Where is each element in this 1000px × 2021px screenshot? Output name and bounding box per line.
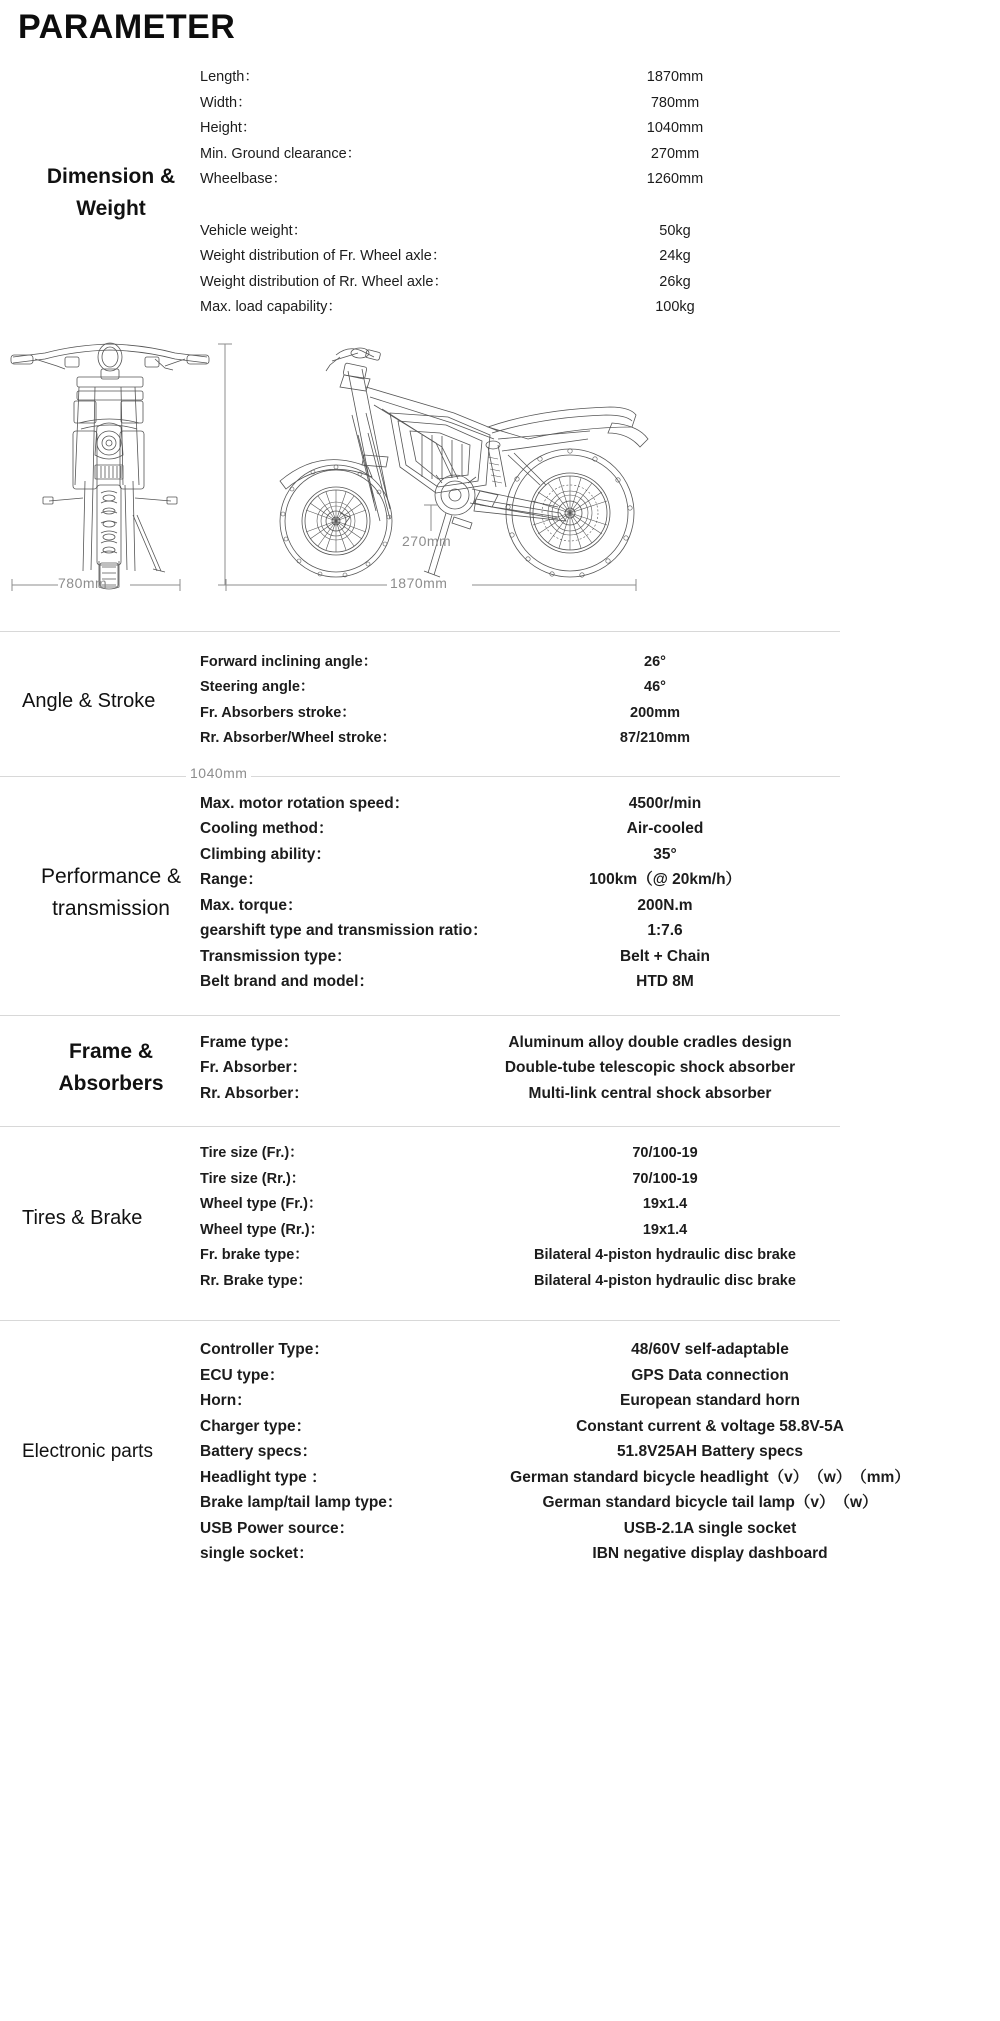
spec-row (200, 1337, 990, 1363)
spec-row (200, 944, 990, 970)
section-label-electronic-parts: Electronic parts (22, 1440, 153, 1462)
spec-row (200, 650, 990, 676)
spec-row (200, 726, 990, 752)
section-label-dimension-weight (0, 65, 200, 321)
spec-value: 70/100-19 (632, 1170, 698, 1187)
spec-key: Belt brand and model： (200, 973, 374, 990)
page-title: PARAMETER (18, 8, 236, 46)
spec-value: 1870mm (646, 69, 704, 85)
spec-row (200, 295, 990, 321)
spec-key: Width： (200, 94, 252, 111)
spec-value: 46° (644, 679, 666, 695)
spec-value: 4500r/min (628, 794, 702, 812)
spec-row (200, 91, 990, 117)
spec-key: Battery specs： (200, 1443, 318, 1460)
spec-value: Bilateral 4-piston hydraulic disc brake (534, 1272, 796, 1289)
spec-row (200, 1541, 990, 1567)
spec-key: Fr. brake type： (200, 1247, 309, 1263)
section-label-line2: Weight (76, 196, 146, 220)
length-dimension-label: 1870mm (390, 574, 448, 591)
spec-row (200, 1465, 990, 1491)
section-angle-stroke (0, 632, 1000, 770)
dimension-rows (200, 65, 1000, 321)
spec-key: Weight distribution of Fr. Wheel axle： (200, 248, 447, 264)
spec-value: 19x1.4 (642, 1221, 688, 1238)
tires-rows (200, 1141, 1000, 1294)
spec-row (200, 1490, 990, 1516)
spec-row (200, 1141, 990, 1167)
angle-rows (200, 650, 1000, 752)
spec-value: Aluminum alloy double cradles design (508, 1033, 792, 1051)
spec-value: 200mm (630, 704, 680, 721)
spec-row (200, 918, 990, 944)
spec-key: Fr. Absorbers stroke： (200, 704, 356, 721)
spec-key: Forward inclining angle： (200, 653, 378, 670)
spec-value: 1260mm (646, 171, 704, 187)
section-performance-transmission (0, 777, 1000, 1009)
spec-key: USB Power source： (200, 1519, 355, 1537)
spec-key: Climbing ability： (200, 845, 331, 863)
spec-key: Cooling method： (200, 820, 334, 837)
spec-row (200, 1167, 990, 1193)
spec-key: Rr. Absorber/Wheel stroke： (200, 730, 397, 746)
spec-value: USB-2.1A single socket (623, 1519, 797, 1537)
spec-row (200, 842, 990, 868)
spec-row (200, 1081, 990, 1107)
clearance-dimension-label: 270mm (402, 532, 452, 549)
side-view-drawing (240, 335, 660, 595)
spec-row (200, 701, 990, 727)
spec-value: 1040mm (646, 120, 704, 136)
spec-row (200, 1218, 990, 1244)
spec-key: Steering angle： (200, 679, 315, 695)
spec-key: Charger type： (200, 1417, 312, 1435)
front-view-drawing (5, 335, 225, 595)
spec-key: Fr. Absorber： (200, 1059, 308, 1076)
spec-value: 70/100-19 (632, 1145, 698, 1161)
spec-row (200, 1192, 990, 1218)
spec-key: Max. torque： (200, 896, 303, 914)
section-label-angle-stroke: Angle & Stroke (22, 689, 156, 712)
spec-value: German standard bicycle headlight（v） （w） （mm） (510, 1468, 910, 1486)
spec-row (200, 1363, 990, 1389)
section-label-line2: Absorbers (58, 1071, 164, 1095)
spec-key: ECU type： (200, 1366, 285, 1384)
spec-value: GPS Data connection (631, 1366, 789, 1384)
section-label-line1: Performance & (40, 865, 182, 888)
spec-value: 26° (644, 653, 666, 670)
section-label-frame (0, 1030, 200, 1107)
spec-value: Constant current & voltage 58.8V-5A (576, 1417, 844, 1435)
spec-key: Wheelbase： (200, 171, 288, 187)
spec-row (200, 675, 990, 701)
section-label-performance (0, 791, 200, 995)
height-dimension-line (210, 340, 240, 590)
spec-value: Multi-link central shock absorber (528, 1084, 772, 1102)
spec-value: IBN negative display dashboard (592, 1545, 828, 1562)
spec-key: Transmission type： (200, 947, 352, 965)
spec-key: Tire size (Fr.)： (200, 1145, 304, 1161)
electronic-rows (200, 1337, 1000, 1567)
spec-row (200, 1414, 990, 1440)
spec-value: 200N.m (637, 896, 693, 914)
spec-key: single socket： (200, 1545, 314, 1562)
spec-key: Wheel type (Rr.)： (200, 1221, 325, 1238)
spec-value: German standard bicycle tail lamp（v） （w） (542, 1494, 878, 1511)
spec-key: Min. Ground clearance： (200, 145, 362, 162)
spec-row (200, 1030, 990, 1056)
spec-value: 270mm (650, 145, 700, 162)
spec-value: 48/60V self-adaptable (631, 1341, 789, 1358)
section-label-line1: Dimension & (46, 165, 176, 189)
section-electronic-parts (0, 1321, 1000, 1591)
spec-value: Air-cooled (626, 820, 704, 837)
spec-key: Brake lamp/tail lamp type： (200, 1494, 403, 1511)
spec-key: Tire size (Rr.)： (200, 1170, 306, 1187)
spec-row (200, 1516, 990, 1542)
spec-value: 50kg (659, 222, 691, 239)
spec-row (200, 1055, 990, 1081)
spec-value: 26kg (659, 273, 691, 290)
spec-row (200, 1269, 990, 1295)
spec-key: Rr. Absorber： (200, 1084, 309, 1102)
section-frame-absorbers (0, 1016, 1000, 1121)
spec-row (200, 867, 990, 893)
spec-key: Max. load capability： (200, 299, 342, 315)
spec-key: gearshift type and transmission ratio： (200, 922, 488, 939)
spec-value: 35° (653, 845, 677, 863)
spec-value: 51.8V25AH Battery specs (616, 1443, 804, 1460)
spec-key: Wheel type (Fr.)： (200, 1196, 323, 1212)
section-dimension-weight (0, 51, 1000, 331)
spec-value: Bilateral 4-piston hydraulic disc brake (534, 1247, 796, 1263)
spec-row (200, 1439, 990, 1465)
spec-row (200, 65, 990, 91)
spec-row (200, 1388, 990, 1414)
spec-key: Weight distribution of Rr. Wheel axle： (200, 273, 448, 290)
spec-key: Vehicle weight： (200, 222, 308, 239)
spec-value: Double-tube telescopic shock absorber (504, 1059, 796, 1076)
spec-row (200, 167, 990, 193)
spec-row (200, 816, 990, 842)
spec-value: Belt + Chain (619, 947, 710, 965)
spec-row (200, 270, 990, 296)
spec-row (200, 116, 990, 142)
spec-value: 780mm (650, 94, 700, 111)
section-label-tires-brake: Tires & Brake (22, 1206, 143, 1229)
spec-value: HTD 8M (636, 973, 694, 990)
height-dimension-label: 1040mm (186, 763, 251, 783)
spec-key: Controller Type： (200, 1341, 329, 1358)
clearance-dimension-line (421, 503, 441, 535)
spec-value: 100kg (655, 299, 695, 315)
spec-key: Headlight type ： (200, 1468, 327, 1486)
spec-value: 1:7.6 (647, 922, 683, 939)
spec-key: Max. motor rotation speed： (200, 794, 410, 812)
spec-row (200, 1243, 990, 1269)
spec-value: 24kg (659, 248, 691, 264)
frame-rows (200, 1030, 1000, 1107)
section-tires-brake (0, 1127, 1000, 1314)
width-dimension-label: 780mm (58, 574, 108, 591)
spec-row (200, 142, 990, 168)
row-spacer (200, 193, 990, 219)
performance-rows (200, 791, 1000, 995)
spec-row (200, 893, 990, 919)
spec-key: Range： (200, 871, 263, 888)
spec-key: Frame type： (200, 1033, 299, 1051)
spec-key: Length： (200, 69, 259, 85)
spec-key: Rr. Brake type： (200, 1272, 313, 1289)
spec-row (200, 244, 990, 270)
section-label-line1: Frame & (68, 1040, 154, 1064)
spec-value: 19x1.4 (642, 1196, 688, 1212)
spec-row (200, 969, 990, 995)
spec-key: Horn： (200, 1392, 252, 1409)
spec-value: 100km（@ 20km/h） (588, 871, 742, 888)
section-label-line2: transmission (52, 896, 170, 920)
spec-value: 87/210mm (619, 730, 691, 746)
spec-row (200, 219, 990, 245)
spec-value: European standard horn (620, 1392, 800, 1409)
spec-key: Height： (200, 120, 257, 136)
spec-row (200, 791, 990, 817)
